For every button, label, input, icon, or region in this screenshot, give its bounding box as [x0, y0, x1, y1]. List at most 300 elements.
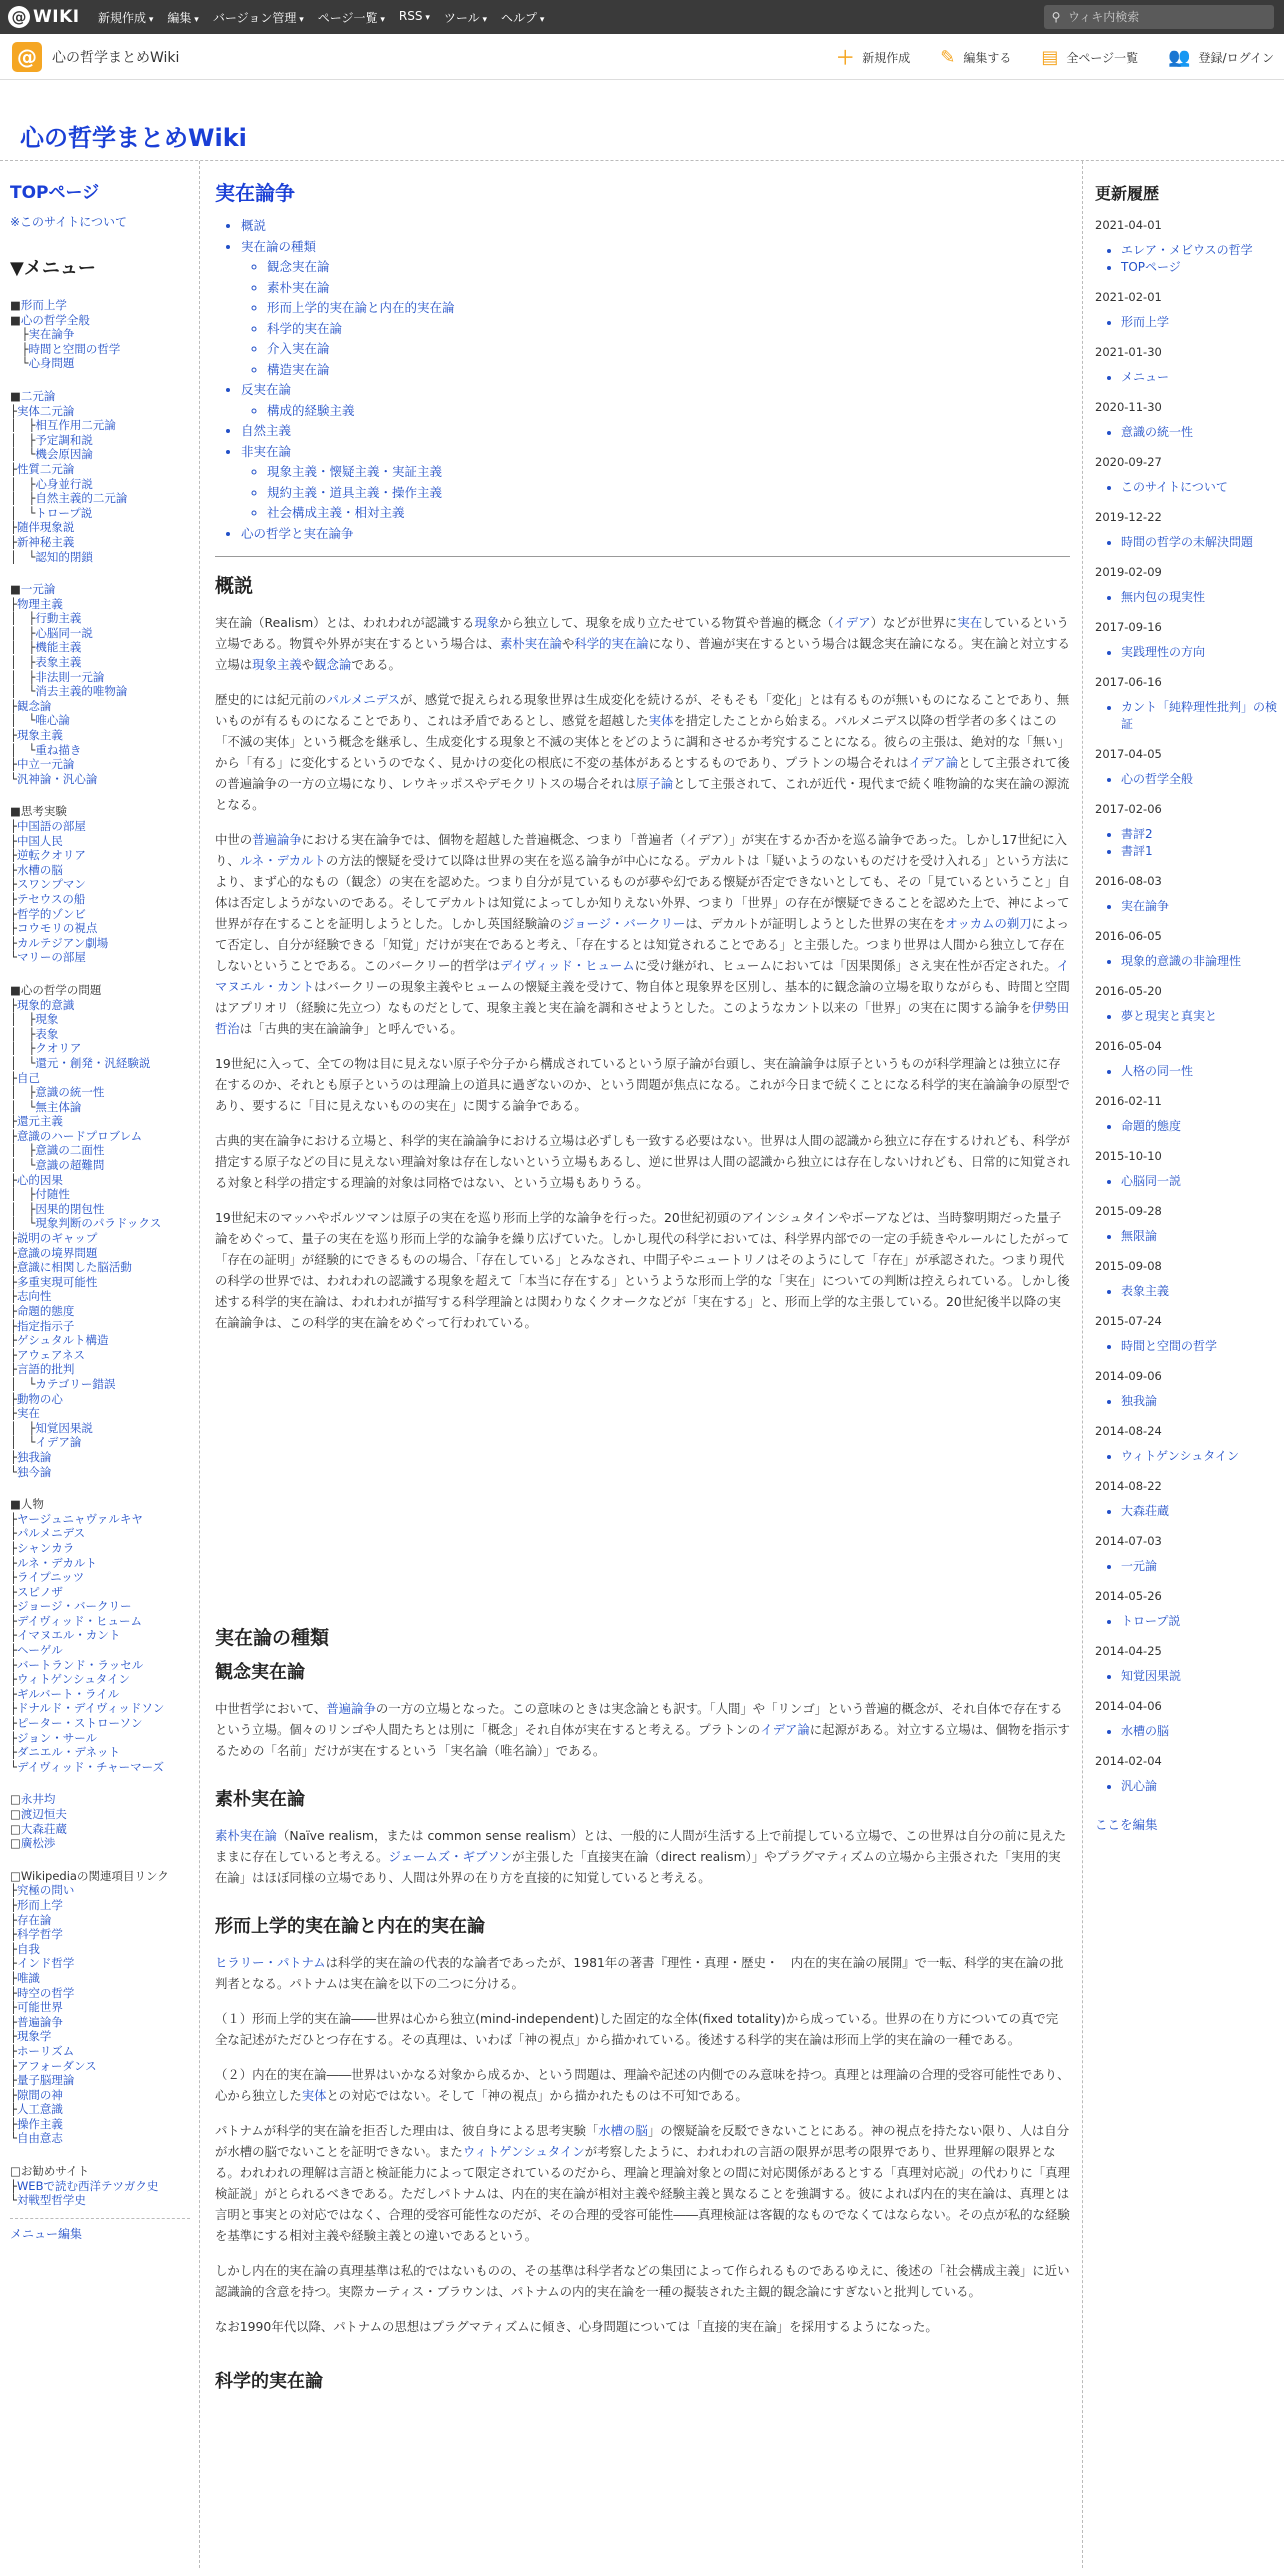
menu-item[interactable] — [10, 950, 199, 965]
history-item[interactable] — [1121, 1613, 1284, 1630]
history-link[interactable]: メニュー — [1121, 370, 1170, 384]
toc-link[interactable]: 科学的実在論 — [267, 320, 343, 336]
inline-link[interactable]: 現象主義 — [252, 657, 302, 672]
menu-item[interactable] — [10, 1792, 199, 1807]
toc-subitem[interactable] — [267, 483, 1070, 504]
history-link[interactable]: ウィトゲンシュタイン — [1121, 1449, 1240, 1463]
history-item[interactable] — [1121, 843, 1284, 860]
menu-item[interactable] — [10, 1898, 199, 1913]
toc-link[interactable]: 介入実在論 — [267, 341, 330, 356]
inline-link[interactable]: 現象 — [474, 615, 500, 630]
toc-subitem[interactable] — [267, 298, 1070, 319]
menu-item[interactable] — [10, 834, 199, 849]
menu-item[interactable] — [10, 342, 199, 357]
history-item[interactable] — [1121, 1338, 1284, 1355]
inline-link[interactable]: 原子論 — [635, 776, 674, 791]
menu-item-label[interactable]: 意識の統一性 — [35, 1085, 105, 1100]
menu-item-label[interactable]: 性質二元論 — [16, 461, 75, 476]
history-link[interactable]: 人格の同一性 — [1121, 1064, 1194, 1078]
toc-subitem[interactable] — [267, 257, 1070, 278]
menu-item[interactable] — [10, 1745, 199, 1760]
history-item[interactable] — [1121, 1173, 1284, 1190]
history-item[interactable] — [1121, 826, 1284, 843]
menu-item[interactable] — [10, 907, 199, 922]
menu-item[interactable] — [10, 1231, 199, 1246]
menu-item[interactable] — [10, 757, 199, 772]
menu-item-label[interactable]: ホーリズム — [16, 2043, 75, 2058]
history-link[interactable]: 時間の哲学の未解決問題 — [1121, 535, 1254, 549]
menu-item[interactable] — [10, 1085, 199, 1100]
menu-item-label[interactable]: 渡辺恒夫 — [20, 1807, 67, 1821]
toc-link[interactable]: 反実在論 — [241, 382, 292, 397]
menu-item[interactable] — [10, 1260, 199, 1275]
history-link[interactable]: 水槽の脳 — [1121, 1724, 1170, 1738]
edit-here-link[interactable]: ここを編集 — [1095, 1817, 1158, 1832]
menu-item[interactable] — [10, 1956, 199, 1971]
toc-subitem[interactable] — [267, 278, 1070, 299]
menu-item-label[interactable]: 心身問題 — [28, 356, 75, 371]
menu-item-label[interactable]: 永井均 — [20, 1792, 56, 1807]
menu-item[interactable] — [10, 1100, 199, 1115]
menu-item[interactable] — [10, 1614, 199, 1629]
menu-item[interactable] — [10, 1883, 199, 1898]
menu-item-label[interactable]: ライプニッツ — [16, 1570, 85, 1585]
history-link[interactable]: 大森荘蔵 — [1121, 1504, 1170, 1518]
menu-item[interactable] — [10, 389, 199, 404]
menu-item-label[interactable]: マリーの部屋 — [16, 950, 86, 965]
menu-item-label[interactable]: 自由意志 — [16, 2131, 63, 2146]
menu-item-label[interactable]: 新神秘主義 — [16, 534, 75, 549]
menu-item-label[interactable]: 認知的閉鎖 — [35, 549, 93, 564]
history-link[interactable]: 実在論争 — [1121, 899, 1170, 913]
menu-item[interactable] — [10, 1348, 199, 1363]
search-icon[interactable]: ⚲ — [1051, 10, 1061, 24]
inline-link[interactable]: 普遍論争 — [326, 1701, 376, 1716]
menu-item-label[interactable]: 予定調和説 — [35, 432, 93, 447]
inline-link[interactable]: 実在 — [957, 615, 983, 630]
toc-link[interactable]: 現象主義・懐疑主義・実証主義 — [267, 464, 443, 479]
inline-link[interactable]: ジェームズ・ギブソン — [388, 1849, 513, 1864]
menu-item-label[interactable]: 多重実現可能性 — [16, 1274, 98, 1289]
menu-item[interactable] — [10, 713, 199, 728]
menu-item-label[interactable]: 二元論 — [20, 388, 56, 403]
menu-item-label[interactable]: 唯心論 — [35, 713, 70, 728]
global-menu-item[interactable]: RSS ▾ — [399, 9, 430, 26]
menu-item-label[interactable]: 廣松渉 — [20, 1836, 56, 1851]
inline-link[interactable]: 水槽の脳 — [598, 2123, 648, 2138]
menu-item[interactable] — [10, 626, 199, 641]
toc-link[interactable]: 実在論の種類 — [241, 238, 317, 254]
inline-link[interactable]: 実体 — [301, 2088, 327, 2103]
menu-item-label[interactable]: 実体二元論 — [16, 403, 75, 418]
menu-item[interactable] — [10, 535, 199, 550]
menu-item[interactable] — [10, 655, 199, 670]
menu-item-label[interactable]: 現象主義 — [16, 728, 63, 743]
menu-item[interactable] — [10, 2015, 199, 2030]
menu-item-label[interactable]: デイヴィッド・ヒューム — [16, 1613, 142, 1628]
menu-item-label[interactable]: 独今論 — [16, 1464, 52, 1479]
history-item[interactable] — [1121, 1668, 1284, 1685]
menu-item-label[interactable]: 表象主義 — [35, 655, 82, 670]
menu-item[interactable] — [10, 1377, 199, 1392]
menu-item-label[interactable]: 指定指示子 — [16, 1318, 75, 1333]
history-link[interactable]: 心脳同一説 — [1121, 1174, 1182, 1188]
inline-link[interactable]: 科学的実在論 — [574, 636, 649, 651]
menu-item-label[interactable]: 知覚因果説 — [35, 1420, 93, 1435]
menu-item[interactable] — [10, 313, 199, 328]
menu-item-label[interactable]: ピーター・ストローソン — [16, 1716, 143, 1731]
menu-item[interactable] — [10, 462, 199, 477]
menu-item-label[interactable]: 水槽の脳 — [16, 862, 63, 877]
menu-item[interactable] — [10, 1406, 199, 1421]
menu-item-label[interactable]: 対戦型哲学史 — [16, 2193, 86, 2208]
history-link[interactable]: 現象的意識の非論理性 — [1121, 954, 1242, 968]
history-link[interactable]: 一元論 — [1121, 1559, 1158, 1573]
menu-item-label[interactable]: 現象 — [35, 1012, 59, 1027]
menu-item-label[interactable]: 一元論 — [20, 582, 56, 597]
menu-item[interactable] — [10, 1672, 199, 1687]
menu-item-label[interactable]: 逆転クオリア — [16, 848, 86, 863]
menu-item[interactable] — [10, 1435, 199, 1450]
edit-button[interactable] — [940, 47, 1011, 68]
menu-item-label[interactable]: 機会原因論 — [35, 447, 93, 462]
history-item[interactable] — [1121, 424, 1284, 441]
menu-item-label[interactable]: テセウスの船 — [16, 891, 86, 906]
menu-item[interactable] — [10, 2088, 199, 2103]
menu-item-label[interactable]: ジョージ・バークリー — [16, 1599, 132, 1614]
menu-item[interactable] — [10, 1143, 199, 1158]
menu-item[interactable] — [10, 1304, 199, 1319]
menu-item-label[interactable]: 還元・創発・汎経験説 — [35, 1055, 151, 1070]
toc-item[interactable] — [241, 380, 1070, 421]
menu-item[interactable] — [10, 327, 199, 342]
menu-item[interactable] — [10, 1760, 199, 1775]
menu-item[interactable] — [10, 1731, 199, 1746]
menu-item-label[interactable]: イデア論 — [35, 1435, 82, 1450]
menu-item[interactable] — [10, 1056, 199, 1071]
inline-link[interactable]: 観念論 — [314, 657, 352, 672]
menu-item[interactable] — [10, 520, 199, 535]
global-menu-item[interactable]: 編集 ▾ — [167, 9, 198, 26]
menu-item-label[interactable]: コウモリの視点 — [16, 921, 98, 936]
toc-link[interactable]: 非実在論 — [241, 443, 292, 459]
menu-item-label[interactable]: 心身並行説 — [35, 476, 93, 491]
menu-item[interactable] — [10, 1628, 199, 1643]
menu-item-label[interactable]: デイヴィッド・チャーマーズ — [16, 1759, 165, 1774]
history-item[interactable] — [1121, 369, 1284, 386]
menu-item[interactable] — [10, 2029, 199, 2044]
toc-link[interactable]: 形而上学的実在論と内在的実在論 — [267, 300, 455, 315]
menu-item[interactable] — [10, 447, 199, 462]
history-item[interactable] — [1121, 644, 1284, 661]
menu-item[interactable] — [10, 1362, 199, 1377]
menu-item[interactable] — [10, 2073, 199, 2088]
menu-item-label[interactable]: 心脳同一説 — [35, 625, 93, 640]
history-link[interactable]: 知覚因果説 — [1121, 1669, 1182, 1683]
menu-item[interactable] — [10, 2179, 199, 2194]
history-item[interactable] — [1121, 589, 1284, 606]
history-item[interactable] — [1121, 534, 1284, 551]
menu-item-label[interactable]: 非法則一元論 — [35, 669, 105, 684]
history-item[interactable] — [1121, 1778, 1284, 1795]
menu-item[interactable] — [10, 1421, 199, 1436]
menu-item-label[interactable]: WEBで読む西洋テツガク史 — [16, 2178, 159, 2193]
inline-link[interactable]: 素朴実在論 — [215, 1828, 277, 1843]
top-page-link[interactable]: TOPページ — [10, 183, 100, 203]
menu-item[interactable] — [10, 863, 199, 878]
menu-item-label[interactable]: 独我論 — [16, 1449, 52, 1464]
history-link[interactable]: 夢と現実と真実と — [1121, 1009, 1218, 1023]
menu-item-label[interactable]: 意識の超難問 — [35, 1158, 105, 1173]
menu-item[interactable] — [10, 684, 199, 699]
menu-item-label[interactable]: 物理主義 — [16, 596, 63, 611]
menu-item[interactable] — [10, 1643, 199, 1658]
menu-item[interactable] — [10, 892, 199, 907]
toc-subitem[interactable] — [267, 319, 1070, 340]
menu-item[interactable] — [10, 1114, 199, 1129]
toc-item[interactable] — [241, 237, 1070, 381]
menu-item[interactable] — [10, 772, 199, 787]
menu-item[interactable] — [10, 491, 199, 506]
menu-item-label[interactable]: 隙間の神 — [16, 2087, 63, 2102]
toc-subitem[interactable] — [267, 503, 1070, 524]
toc-subitem[interactable] — [267, 339, 1070, 360]
history-link[interactable]: TOPページ — [1121, 260, 1181, 274]
menu-item-label[interactable]: アフォーダンス — [16, 2058, 97, 2073]
history-item[interactable] — [1121, 1393, 1284, 1410]
history-item[interactable] — [1121, 771, 1284, 788]
inline-link[interactable]: パルメニデス — [326, 692, 400, 707]
toc-subitem[interactable] — [267, 401, 1070, 422]
menu-item[interactable] — [10, 2000, 199, 2015]
menu-item-label[interactable]: 心の哲学全般 — [20, 312, 90, 327]
menu-item[interactable] — [10, 582, 199, 597]
history-link[interactable]: カント「純粋理性批判」の検証 — [1121, 700, 1278, 731]
wiki-logo[interactable] — [8, 6, 98, 28]
history-link[interactable]: トロープ説 — [1121, 1614, 1181, 1628]
menu-item-label[interactable]: 普遍論争 — [16, 2014, 63, 2029]
inline-link[interactable]: 実体 — [648, 713, 674, 728]
history-item[interactable] — [1121, 479, 1284, 496]
menu-item-label[interactable]: 意識の境界問題 — [16, 1245, 98, 1260]
menu-item[interactable] — [10, 550, 199, 565]
menu-item[interactable] — [10, 936, 199, 951]
menu-item[interactable] — [10, 418, 199, 433]
menu-item[interactable] — [10, 1570, 199, 1585]
toc-subitem[interactable] — [267, 360, 1070, 381]
inline-link[interactable]: ルネ・デカルト — [239, 853, 326, 868]
toc-link[interactable]: 社会構成主義・相対主義 — [267, 505, 405, 520]
menu-item-label[interactable]: 中立一元論 — [16, 757, 75, 772]
history-item[interactable] — [1121, 1448, 1284, 1465]
toc-link[interactable]: 自然主義 — [241, 423, 292, 438]
history-link[interactable]: 無内包の現実性 — [1121, 590, 1206, 604]
menu-item[interactable] — [10, 356, 199, 371]
menu-item-label[interactable]: 唯識 — [16, 1970, 40, 1985]
menu-item[interactable] — [10, 1041, 199, 1056]
menu-item-label[interactable]: 観念論 — [16, 698, 52, 713]
menu-item[interactable] — [10, 2102, 199, 2117]
search-input[interactable] — [1068, 10, 1268, 24]
menu-item-label[interactable]: 大森荘蔵 — [20, 1821, 67, 1836]
menu-item[interactable] — [10, 1129, 199, 1144]
menu-item[interactable] — [10, 506, 199, 521]
menu-item-label[interactable]: 形而上学 — [16, 1897, 63, 1912]
menu-edit-link[interactable]: メニュー編集 — [10, 2218, 190, 2242]
history-item[interactable] — [1121, 1723, 1284, 1740]
menu-item-label[interactable]: 言語的批判 — [16, 1362, 75, 1377]
menu-item-label[interactable]: 存在論 — [16, 1912, 52, 1927]
menu-item-label[interactable]: 中国人民 — [16, 833, 63, 848]
menu-item[interactable] — [10, 1942, 199, 1957]
menu-item-label[interactable]: ダニエル・デネット — [16, 1745, 120, 1760]
inline-link[interactable]: イデア論 — [908, 755, 959, 770]
menu-item-label[interactable]: バートランド・ラッセル — [16, 1657, 144, 1672]
menu-item-label[interactable]: クオリア — [35, 1041, 82, 1056]
menu-item-label[interactable]: 心的因果 — [16, 1172, 63, 1187]
history-link[interactable]: 書評1 — [1121, 844, 1153, 858]
menu-item[interactable] — [10, 743, 199, 758]
menu-item-label[interactable]: 志向性 — [16, 1289, 52, 1304]
menu-item-label[interactable]: 随伴現象説 — [16, 520, 75, 535]
history-link[interactable]: 心の哲学全般 — [1121, 772, 1194, 786]
about-site-link[interactable]: ※このサイトについて — [10, 215, 127, 229]
menu-item[interactable] — [10, 611, 199, 626]
menu-item-label[interactable]: 中国語の部屋 — [16, 819, 86, 833]
menu-item-label[interactable]: ギルバート・ライル — [16, 1686, 120, 1701]
toc-link[interactable]: 構成的経験主義 — [267, 402, 355, 418]
menu-item[interactable] — [10, 819, 199, 834]
menu-item-label[interactable]: 現象学 — [16, 2029, 52, 2044]
history-link[interactable]: 命題的態度 — [1121, 1119, 1182, 1133]
inline-link[interactable]: 伊勢田哲治 — [215, 1000, 1070, 1036]
menu-item[interactable] — [10, 1071, 199, 1086]
menu-item-label[interactable]: 時間と空間の哲学 — [28, 341, 121, 356]
menu-item[interactable] — [10, 1333, 199, 1348]
inline-link[interactable]: ジョージ・バークリー — [561, 916, 686, 931]
menu-item-label[interactable]: パルメニデス — [16, 1526, 86, 1541]
inline-link[interactable]: イデア論 — [760, 1722, 810, 1737]
inline-link[interactable]: ウィトゲンシュタイン — [462, 2144, 585, 2159]
menu-item[interactable] — [10, 1216, 199, 1231]
menu-item-label[interactable]: 現象的意識 — [16, 997, 75, 1012]
toc-link[interactable]: 構造実在論 — [267, 361, 330, 377]
menu-item-label[interactable]: 相互作用二元論 — [35, 418, 116, 433]
menu-item-label[interactable]: インド哲学 — [16, 1956, 75, 1971]
menu-item[interactable] — [10, 2059, 199, 2074]
menu-item-label[interactable]: 説明のギャップ — [16, 1231, 98, 1246]
menu-item-label[interactable]: スワンプマン — [16, 877, 86, 892]
history-link[interactable]: エレア・メビウスの哲学 — [1121, 243, 1253, 257]
menu-item-label[interactable]: 消去主義的唯物論 — [35, 684, 128, 699]
menu-item-label[interactable]: ヤージュニャヴァルキヤ — [16, 1511, 143, 1526]
inline-link[interactable]: オッカムの剃刀 — [945, 916, 1032, 931]
menu-item[interactable] — [10, 1392, 199, 1407]
menu-item[interactable] — [10, 1450, 199, 1465]
menu-item[interactable] — [10, 1187, 199, 1202]
page-title[interactable]: 実在論争 — [215, 181, 295, 205]
menu-item-label[interactable]: 行動主義 — [35, 611, 82, 626]
menu-item-label[interactable]: 汎神論・汎心論 — [16, 771, 98, 786]
history-item[interactable] — [1121, 1228, 1284, 1245]
menu-item[interactable] — [10, 1465, 199, 1480]
inline-link[interactable]: 普遍論争 — [252, 832, 302, 847]
history-item[interactable] — [1121, 259, 1284, 276]
inline-link[interactable]: イデア — [833, 615, 871, 630]
menu-item-label[interactable]: 実在 — [16, 1406, 40, 1421]
menu-item[interactable] — [10, 1971, 199, 1986]
menu-item-label[interactable]: 命題的態度 — [16, 1304, 75, 1318]
menu-item[interactable] — [10, 670, 199, 685]
toc-link[interactable]: 概説 — [241, 218, 267, 233]
global-menu-item[interactable]: 新規作成 ▾ — [98, 9, 153, 26]
menu-item-label[interactable]: 自己 — [16, 1070, 40, 1085]
menu-item-label[interactable]: 自我 — [16, 1941, 40, 1956]
global-menu-item[interactable]: ツール ▾ — [444, 9, 487, 26]
site-name[interactable]: 心の哲学まとめWiki — [52, 49, 180, 66]
login-button[interactable] — [1168, 47, 1274, 68]
menu-item-label[interactable]: カルテジアン劇場 — [16, 935, 109, 950]
menu-item[interactable] — [10, 1836, 199, 1851]
toc-item[interactable] — [241, 442, 1070, 524]
history-link[interactable]: 時間と空間の哲学 — [1121, 1339, 1218, 1353]
menu-item-label[interactable]: 表象 — [35, 1026, 59, 1041]
toc-link[interactable]: 観念実在論 — [267, 259, 330, 274]
menu-item-label[interactable]: ヘーゲル — [16, 1643, 63, 1658]
menu-item-label[interactable]: 究極の問い — [16, 1883, 75, 1898]
menu-item-label[interactable]: 付随性 — [35, 1187, 70, 1202]
menu-item-label[interactable]: 時空の哲学 — [16, 1985, 75, 2000]
menu-item[interactable] — [10, 1716, 199, 1731]
menu-item[interactable] — [10, 1687, 199, 1702]
menu-item[interactable] — [10, 2131, 199, 2146]
menu-item[interactable] — [10, 1822, 199, 1837]
site-logo-icon[interactable]: @ — [12, 42, 42, 72]
history-item[interactable] — [1121, 314, 1284, 331]
menu-item[interactable] — [10, 1173, 199, 1188]
menu-item[interactable] — [10, 404, 199, 419]
global-menu-item[interactable]: バージョン管理 ▾ — [213, 9, 304, 26]
menu-item[interactable] — [10, 1289, 199, 1304]
history-link[interactable]: 実践理性の方向 — [1121, 645, 1206, 659]
menu-item-label[interactable]: ドナルド・デイヴィッドソン — [16, 1701, 165, 1716]
menu-item-label[interactable]: 形而上学 — [20, 298, 67, 312]
menu-item-label[interactable]: スピノザ — [16, 1584, 63, 1599]
menu-item-label[interactable]: 意識のハードプロブレム — [16, 1128, 143, 1143]
history-link[interactable]: 汎心論 — [1121, 1779, 1158, 1793]
history-item[interactable] — [1121, 898, 1284, 915]
history-link[interactable]: このサイトについて — [1121, 480, 1228, 494]
menu-item[interactable] — [10, 728, 199, 743]
menu-item[interactable] — [10, 1599, 199, 1614]
menu-item[interactable] — [10, 1158, 199, 1173]
toc-item[interactable] — [241, 421, 1070, 442]
history-item[interactable] — [1121, 1063, 1284, 1080]
menu-item[interactable] — [10, 1275, 199, 1290]
menu-item-label[interactable]: 操作主義 — [16, 2116, 63, 2131]
history-item[interactable] — [1121, 1008, 1284, 1025]
toc-link[interactable]: 心の哲学と実在論争 — [241, 525, 354, 541]
inline-link[interactable]: イマヌエル・カント — [215, 958, 1070, 994]
inline-link[interactable]: ヒラリー・パトナム — [215, 1955, 326, 1970]
menu-item-label[interactable]: ゲシュタルト構造 — [16, 1333, 109, 1348]
menu-item[interactable] — [10, 1202, 199, 1217]
history-link[interactable]: 書評2 — [1121, 827, 1153, 841]
menu-item-label[interactable]: トロープ説 — [35, 505, 93, 520]
history-link[interactable]: 独我論 — [1121, 1394, 1158, 1408]
menu-item-label[interactable]: 現象判断のパラドックス — [35, 1216, 162, 1231]
history-item[interactable] — [1121, 1503, 1284, 1520]
